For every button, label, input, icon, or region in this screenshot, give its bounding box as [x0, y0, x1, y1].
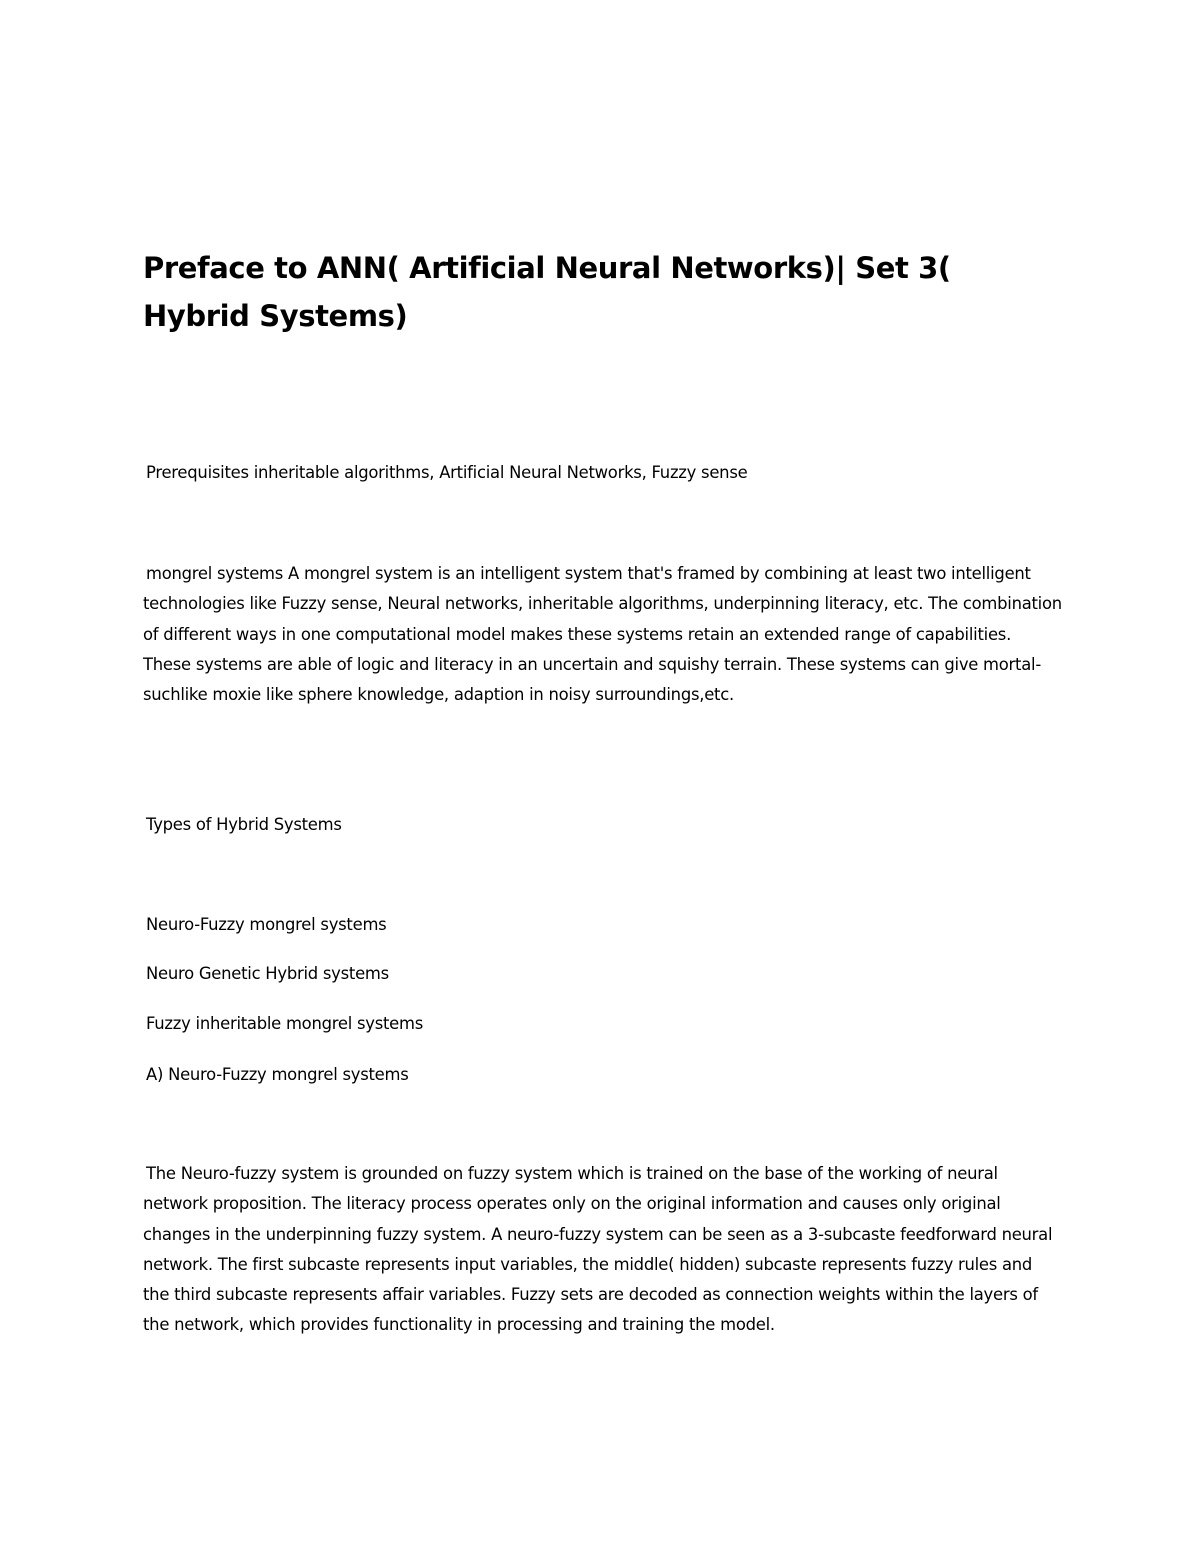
type-item-neuro-fuzzy: Neuro-Fuzzy mongrel systems [146, 915, 387, 934]
type-item-neuro-genetic: Neuro Genetic Hybrid systems [146, 964, 389, 983]
type-item-fuzzy-inheritable: Fuzzy inheritable mongrel systems [146, 1014, 424, 1033]
section-a-heading: A) Neuro-Fuzzy mongrel systems [146, 1065, 409, 1084]
section-a-paragraph: The Neuro-fuzzy system is grounded on fuzzy system which is trained on the base of the working of neural network proposition. The literacy process operates only on the original information and causes only original changes in the underpinning fuzzy system. A neuro-fuzzy system can be seen as a 3-subcaste feedforward neural network. The first subcaste represents input variables, the middle( hidden) subcaste represents fuzzy rules and the third subcaste represents affair variables. Fuzzy sets are decoded as connection weights within the layers of the network, which provides functionality in processing and training the model. [143, 1164, 1053, 1335]
types-heading: Types of Hybrid Systems [146, 815, 342, 834]
intro-paragraph: mongrel systems A mongrel system is an intelligent system that's framed by combining at least two intelligent technologies like Fuzzy sense, Neural networks, inheritable algorithms, underpinning literacy, etc. The combination of different ways in one computational model makes these systems retain an extended range of capabilities. These systems are able of logic and literacy in an uncertain and squishy terrain. These systems can give mortal- suchlike moxie like sphere knowledge, adaption in noisy surroundings,etc. [143, 564, 1062, 705]
document-title: Preface to ANN( Artificial Neural Networks)| Set 3( Hybrid Systems) [143, 251, 951, 333]
prerequisites-line: Prerequisites inheritable algorithms, Artificial Neural Networks, Fuzzy sense [146, 463, 748, 482]
